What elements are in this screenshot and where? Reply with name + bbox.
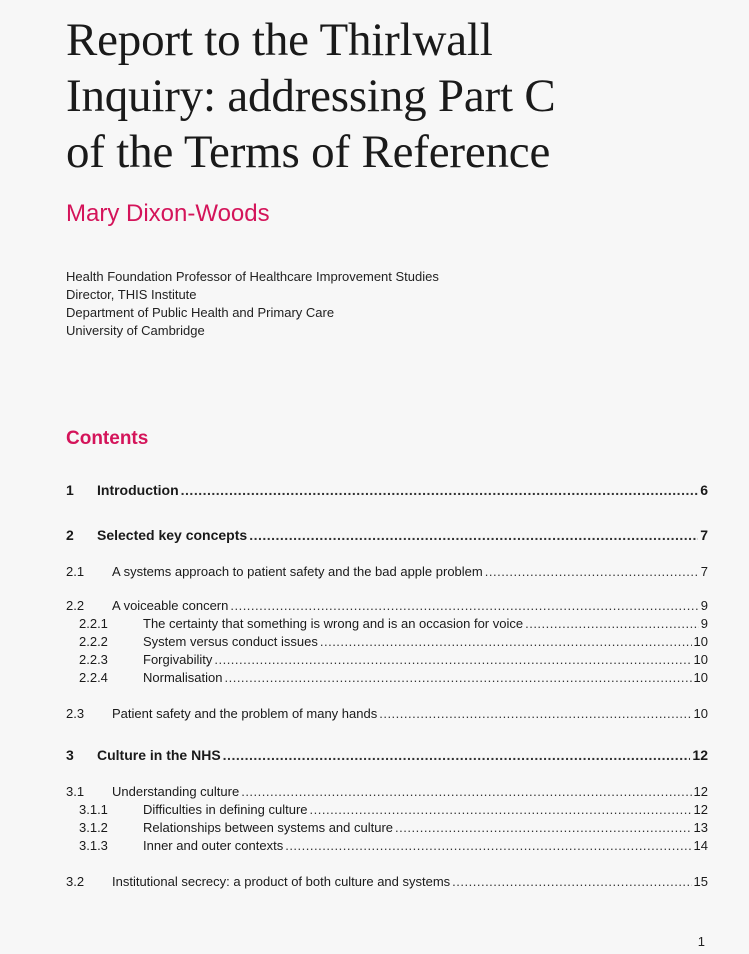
- page-number: 1: [697, 934, 705, 949]
- toc-entry[interactable]: [66, 819, 708, 837]
- toc-entry-label: Patient safety and the problem of many hands: [112, 706, 378, 721]
- toc-leader-dots: [320, 633, 692, 651]
- toc-entry-label: System versus conduct issues: [143, 634, 318, 649]
- affiliation-line: University of Cambridge: [66, 323, 205, 338]
- toc-entry-number: 3.2: [66, 874, 85, 889]
- toc-entry-label: A voiceable concern: [112, 598, 229, 613]
- toc-entry-label: Forgivability: [143, 652, 213, 667]
- toc-leader-dots: [379, 705, 691, 723]
- toc-entry-label: Selected key concepts: [97, 527, 248, 543]
- toc-leader-dots: [241, 783, 691, 801]
- toc-entry-label: Difficulties in defining culture: [143, 802, 308, 817]
- toc-leader-dots: [224, 669, 691, 687]
- toc-entry-number: 1: [66, 482, 74, 498]
- toc-entry-number: 3: [66, 747, 74, 763]
- toc-entry-page: 6: [700, 482, 708, 498]
- toc-leader-dots: [395, 819, 692, 837]
- title-line: of the Terms of Reference: [66, 126, 551, 178]
- toc-entry-label: The certainty that something is wrong and is an occasion for voice: [143, 616, 524, 631]
- toc-entry-number: 3.1.3: [79, 838, 108, 853]
- toc-leader-dots: [285, 837, 691, 855]
- toc-entry[interactable]: [66, 615, 708, 633]
- affiliation-line: Director, THIS Institute: [66, 287, 197, 302]
- toc-entry-number: 2.2: [66, 598, 85, 613]
- toc-entry-page: 13: [693, 820, 708, 835]
- author-affiliation: [66, 268, 439, 340]
- toc-leader-dots: [452, 873, 691, 891]
- toc-entry[interactable]: [66, 597, 708, 615]
- toc-entry-number: 2.1: [66, 564, 85, 579]
- toc-entry-number: 2.2.3: [79, 652, 108, 667]
- toc-entry-page: 12: [693, 784, 708, 799]
- toc-entry[interactable]: [66, 746, 708, 764]
- toc-entry-label: Normalisation: [143, 670, 223, 685]
- toc-leader-dots: [230, 597, 698, 615]
- toc-entry-number: 3.1: [66, 784, 85, 799]
- toc-leader-dots: [214, 651, 691, 669]
- affiliation-line: Health Foundation Professor of Healthcare Improvement Studies: [66, 269, 439, 284]
- toc-entry[interactable]: [66, 526, 708, 544]
- toc-entry-page: 10: [693, 652, 708, 667]
- toc-leader-dots: [181, 481, 699, 499]
- toc-leader-dots: [223, 746, 691, 764]
- toc-entry-page: 9: [700, 598, 708, 613]
- toc-entry[interactable]: [66, 669, 708, 687]
- toc-entry-page: 7: [700, 564, 708, 579]
- title-line: Inquiry: addressing Part C: [66, 70, 556, 122]
- toc-entry-number: 2.3: [66, 706, 85, 721]
- toc-entry-page: 10: [693, 670, 708, 685]
- toc-entry-label: Inner and outer contexts: [143, 838, 284, 853]
- toc-entry[interactable]: [66, 801, 708, 819]
- toc-entry[interactable]: [66, 633, 708, 651]
- toc-entry-number: 2: [66, 527, 74, 543]
- report-title: [66, 12, 726, 180]
- toc-leader-dots: [249, 526, 698, 544]
- toc-entry-number: 2.2.1: [79, 616, 108, 631]
- toc-leader-dots: [525, 615, 699, 633]
- toc-entry-page: 15: [693, 874, 708, 889]
- toc-entry-label: Understanding culture: [112, 784, 240, 799]
- toc-entry[interactable]: [66, 837, 708, 855]
- toc-entry-page: 9: [700, 616, 708, 631]
- toc-entry-page: 10: [693, 706, 708, 721]
- toc-leader-dots: [485, 563, 699, 581]
- affiliation-line: Department of Public Health and Primary Care: [66, 305, 335, 320]
- toc-entry-label: Introduction: [97, 482, 179, 498]
- toc-entry-number: 3.1.2: [79, 820, 108, 835]
- toc-entry-number: 2.2.4: [79, 670, 108, 685]
- toc-entry[interactable]: [66, 705, 708, 723]
- toc-entry-page: 10: [693, 634, 708, 649]
- contents-heading: Contents: [66, 428, 149, 449]
- toc-entry-page: 14: [693, 838, 708, 853]
- title-line: Report to the Thirlwall: [66, 14, 493, 66]
- toc-entry[interactable]: [66, 651, 708, 669]
- author-name: Mary Dixon-Woods: [66, 200, 270, 227]
- toc-entry-label: Culture in the NHS: [97, 747, 221, 763]
- toc-leader-dots: [310, 801, 692, 819]
- toc-entry-label: Relationships between systems and culture: [143, 820, 394, 835]
- toc-entry[interactable]: [66, 873, 708, 891]
- toc-entry-label: Institutional secrecy: a product of both culture and systems: [112, 874, 451, 889]
- toc-entry-number: 2.2.2: [79, 634, 108, 649]
- toc-entry[interactable]: [66, 563, 708, 581]
- toc-entry-number: 3.1.1: [79, 802, 108, 817]
- toc-entry-page: 12: [692, 747, 708, 763]
- toc-entry-page: 12: [693, 802, 708, 817]
- toc-entry-page: 7: [700, 527, 708, 543]
- toc-entry-label: A systems approach to patient safety and the bad apple problem: [112, 564, 483, 579]
- toc-entry[interactable]: [66, 783, 708, 801]
- toc-entry[interactable]: [66, 481, 708, 499]
